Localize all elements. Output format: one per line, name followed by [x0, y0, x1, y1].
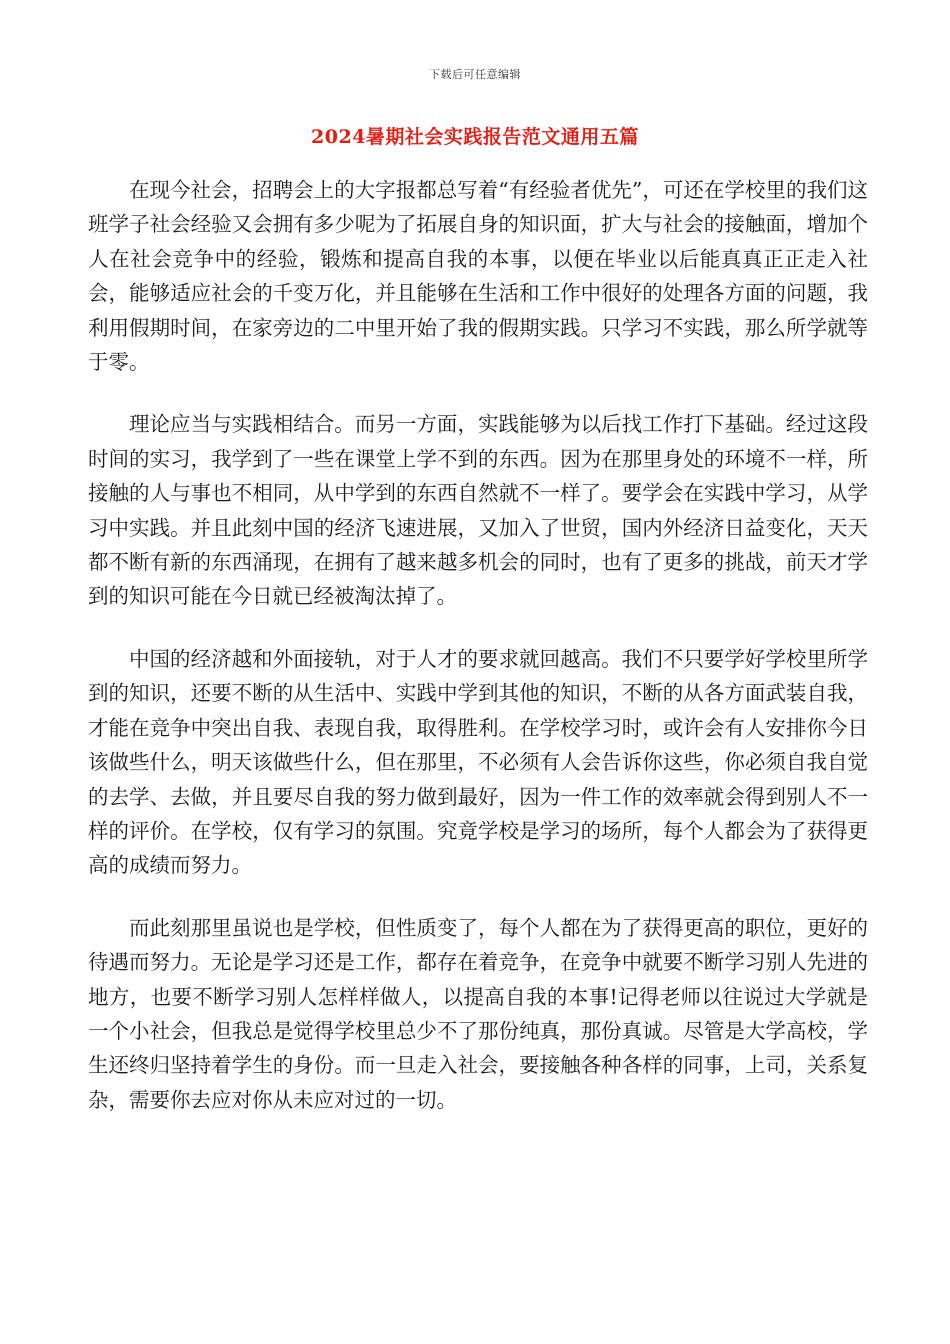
header-note: 下载后可任意编辑 — [429, 68, 521, 81]
paragraph-1: 在现今社会，招聘会上的大字报都总写着“有经验者优先”，可还在学校里的我们这班学子社会经验又会拥有多少呢为了拓展自身的知识面，扩大与社会的接触面，增加个人在社会竞争中的经验，锻炼和提高自我的本事，以便在毕业以后能真真正正走入社会，能够适应社会的千变万化，并且能够在生活和工作中很好的处理各方面的问题，我利用假期时间，在家旁边的二中里开始了我的假期实践。只学习不实践，那么所学就等于零。 — [88, 178, 868, 375]
paragraph-4: 而此刻那里虽说也是学校，但性质变了，每个人都在为了获得更高的职位，更好的待遇而努力。无论是学习还是工作，都存在着竞争，在竞争中就要不断学习别人先进的地方，也要不断学习别人怎样样做人，以提高自我的本事!记得老师以往说过大学就是一个小社会，但我总是觉得学校里总少不了那份纯真，那份真诚。尽管是大学高校，学生还终归坚持着学生的身份。而一旦走入社会，要接触各种各样的同事，上司，关系复杂，需要你去应对你从未应对过的一切。 — [88, 915, 868, 1112]
paragraph-3: 中国的经济越和外面接轨，对于人才的要求就回越高。我们不只要学好学校里所学到的知识，还要不断的从生活中、实践中学到其他的知识，不断的从各方面武装自我，才能在竞争中突出自我、表现自我，取得胜利。在学校学习时，或许会有人安排你今日该做些什么，明天该做些什么，但在那里，不必须有人会告诉你这些，你必须自我自觉的去学、去做，并且要尽自我的努力做到最好，因为一件工作的效率就会得到别人不一样的评价。在学校，仅有学习的氛围。究竟学校是学习的场所，每个人都会为了获得更高的成绩而努力。 — [88, 646, 868, 878]
document-body — [88, 173, 868, 1145]
paragraph-2: 理论应当与实践相结合。而另一方面，实践能够为以后找工作打下基础。经过这段时间的实习，我学到了一些在课堂上学不到的东西。因为在那里身处的环境不一样，所接触的人与事也不相同，从中学到的东西自然就不一样了。要学会在实践中学习，从学习中实践。并且此刻中国的经济飞速进展，又加入了世贸，国内外经济日益变化，天天都不断有新的东西涌现，在拥有了越来越多机会的同时，也有了更多的挑战，前天才学到的知识可能在今日就已经被淘汰掉了。 — [88, 412, 868, 609]
document-title: 2024暑期社会实践报告范文通用五篇 — [311, 126, 639, 148]
